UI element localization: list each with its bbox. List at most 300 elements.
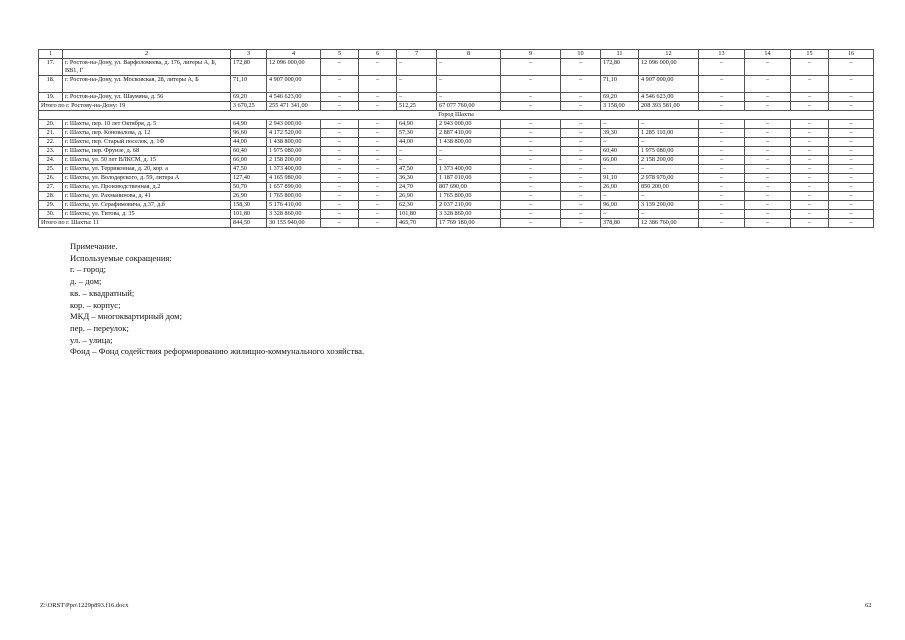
value-cell: 3 328 860,00 xyxy=(267,210,321,219)
value-cell: 96,00 xyxy=(601,201,639,210)
value-cell: – xyxy=(321,201,359,210)
value-cell: – xyxy=(829,129,874,138)
value-cell: – xyxy=(601,120,639,129)
total-value-cell: – xyxy=(791,219,829,228)
value-cell: – xyxy=(699,192,745,201)
value-cell: – xyxy=(359,174,397,183)
notes-block xyxy=(70,241,364,358)
value-cell: – xyxy=(745,129,791,138)
total-value-cell: 378,80 xyxy=(601,219,639,228)
value-cell: 1 438 800,00 xyxy=(437,138,501,147)
value-cell: – xyxy=(699,183,745,192)
value-cell: – xyxy=(561,156,601,165)
value-cell: 44,00 xyxy=(397,138,437,147)
row-number-cell: 27. xyxy=(39,183,63,192)
value-cell: – xyxy=(561,138,601,147)
row-number-cell: 17. xyxy=(39,59,63,76)
total-value-cell: – xyxy=(321,219,359,228)
value-cell: 47,50 xyxy=(231,165,267,174)
value-cell: 96,60 xyxy=(231,129,267,138)
table-row xyxy=(39,156,874,165)
value-cell: – xyxy=(829,120,874,129)
value-cell: – xyxy=(829,76,874,93)
column-number-header: 4 xyxy=(267,50,321,59)
value-cell: 1 373 400,00 xyxy=(437,165,501,174)
value-cell: – xyxy=(501,93,561,102)
value-cell: – xyxy=(699,76,745,93)
total-value-cell: – xyxy=(699,102,745,111)
table-row xyxy=(39,183,874,192)
table-row xyxy=(39,138,874,147)
value-cell: – xyxy=(397,76,437,93)
value-cell: – xyxy=(501,165,561,174)
table-row xyxy=(39,174,874,183)
value-cell: 2 943 000,00 xyxy=(267,120,321,129)
housing-table xyxy=(38,49,874,228)
value-cell: – xyxy=(561,93,601,102)
value-cell: 26,90 xyxy=(397,192,437,201)
column-number-header: 5 xyxy=(321,50,359,59)
value-cell: – xyxy=(829,192,874,201)
value-cell: 1 657 890,00 xyxy=(267,183,321,192)
value-cell: 1 373 400,00 xyxy=(267,165,321,174)
row-number-cell: 20. xyxy=(39,120,63,129)
total-label-cell: Итого по г. Шахты: 11 xyxy=(39,219,231,228)
value-cell: 4 165 980,00 xyxy=(267,174,321,183)
table-row xyxy=(39,210,874,219)
value-cell: 69,20 xyxy=(601,93,639,102)
value-cell: – xyxy=(791,192,829,201)
value-cell: – xyxy=(321,174,359,183)
row-number-cell: 23. xyxy=(39,147,63,156)
footer-file-path: Z:\ORST\Ppo\1229p893.f16.docx xyxy=(40,602,129,609)
value-cell: – xyxy=(745,183,791,192)
address-cell: г. Шахты, ул. Терриконная, д. 20, кор. а xyxy=(63,165,231,174)
value-cell: – xyxy=(561,201,601,210)
value-cell: 4 546 623,00 xyxy=(639,93,699,102)
value-cell: – xyxy=(321,156,359,165)
value-cell: – xyxy=(321,76,359,93)
value-cell: 807 690,00 xyxy=(437,183,501,192)
value-cell: – xyxy=(501,59,561,76)
value-cell: – xyxy=(359,183,397,192)
value-cell: – xyxy=(501,147,561,156)
value-cell: – xyxy=(359,156,397,165)
note-item: д. – дом; xyxy=(70,276,102,287)
value-cell: – xyxy=(561,120,601,129)
value-cell: – xyxy=(359,165,397,174)
value-cell: – xyxy=(321,59,359,76)
row-number-cell: 19. xyxy=(39,93,63,102)
value-cell: – xyxy=(745,174,791,183)
total-label-cell: Итого по г. Ростову-на-Дону: 19 xyxy=(39,102,231,111)
value-cell: 4 907 000,00 xyxy=(639,76,699,93)
row-number-cell: 30. xyxy=(39,210,63,219)
row-number-cell: 21. xyxy=(39,129,63,138)
value-cell: – xyxy=(745,93,791,102)
total-value-cell: – xyxy=(699,219,745,228)
value-cell: – xyxy=(359,129,397,138)
value-cell: 26,00 xyxy=(601,183,639,192)
value-cell: 4 907 000,00 xyxy=(267,76,321,93)
value-cell: – xyxy=(501,174,561,183)
value-cell: 71,10 xyxy=(601,76,639,93)
total-value-cell: – xyxy=(745,219,791,228)
address-cell: г. Шахты, ул. Рахманинова, д. 41 xyxy=(63,192,231,201)
value-cell: – xyxy=(829,210,874,219)
note-item: пер. – переулок; xyxy=(70,322,129,333)
total-value-cell: – xyxy=(501,102,561,111)
value-cell: – xyxy=(561,147,601,156)
value-cell: – xyxy=(829,183,874,192)
column-number-header: 7 xyxy=(397,50,437,59)
value-cell: – xyxy=(699,156,745,165)
value-cell: 44,00 xyxy=(231,138,267,147)
value-cell: – xyxy=(321,183,359,192)
value-cell: – xyxy=(639,138,699,147)
section-title-cell: Город Шахты xyxy=(39,111,874,120)
value-cell: – xyxy=(561,76,601,93)
value-cell: – xyxy=(601,138,639,147)
note-item: ул. – улица; xyxy=(70,334,113,345)
value-cell: – xyxy=(639,120,699,129)
value-cell: – xyxy=(699,93,745,102)
total-value-cell: 3 158,00 xyxy=(601,102,639,111)
total-value-cell: 67 077 760,00 xyxy=(437,102,501,111)
value-cell: – xyxy=(437,156,501,165)
value-cell: – xyxy=(699,174,745,183)
value-cell: – xyxy=(745,156,791,165)
value-cell: – xyxy=(561,210,601,219)
value-cell: 69,20 xyxy=(231,93,267,102)
column-number-header: 13 xyxy=(699,50,745,59)
value-cell: 158,30 xyxy=(231,201,267,210)
value-cell: – xyxy=(601,192,639,201)
value-cell: – xyxy=(321,147,359,156)
value-cell: – xyxy=(829,165,874,174)
table-row xyxy=(39,59,874,76)
total-value-cell: – xyxy=(359,219,397,228)
value-cell: 3 328 860,00 xyxy=(437,210,501,219)
value-cell: – xyxy=(437,59,501,76)
value-cell: 850 200,00 xyxy=(639,183,699,192)
value-cell: – xyxy=(359,120,397,129)
row-number-cell: 28. xyxy=(39,192,63,201)
column-number-header: 2 xyxy=(63,50,231,59)
table-row xyxy=(39,192,874,201)
value-cell: – xyxy=(829,59,874,76)
column-number-header: 14 xyxy=(745,50,791,59)
value-cell: 1 975 080,00 xyxy=(639,147,699,156)
value-cell: – xyxy=(745,59,791,76)
value-cell: – xyxy=(699,210,745,219)
value-cell: 26,90 xyxy=(231,192,267,201)
value-cell: 12 096 000,00 xyxy=(639,59,699,76)
value-cell: – xyxy=(359,201,397,210)
total-value-cell: – xyxy=(359,102,397,111)
value-cell: – xyxy=(699,59,745,76)
value-cell: – xyxy=(561,192,601,201)
section-row xyxy=(39,111,874,120)
value-cell: – xyxy=(745,138,791,147)
value-cell: – xyxy=(745,192,791,201)
total-value-cell: 255 471 341,00 xyxy=(267,102,321,111)
column-number-header: 16 xyxy=(829,50,874,59)
value-cell: 2 037 210,00 xyxy=(437,201,501,210)
value-cell: – xyxy=(601,210,639,219)
address-cell: г. Шахты, ул. Серафимовича, д.37, д.б xyxy=(63,201,231,210)
column-number-header: 6 xyxy=(359,50,397,59)
value-cell: – xyxy=(601,165,639,174)
value-cell: 1 438 800,00 xyxy=(267,138,321,147)
value-cell: – xyxy=(639,210,699,219)
value-cell: – xyxy=(745,147,791,156)
value-cell: 172,80 xyxy=(231,59,267,76)
value-cell: – xyxy=(699,120,745,129)
total-row xyxy=(39,219,874,228)
column-number-header: 10 xyxy=(561,50,601,59)
value-cell: – xyxy=(791,174,829,183)
column-number-header: 8 xyxy=(437,50,501,59)
address-cell: г. Ростов-на-Дону, ул. Московская, 28, литеры А, Б xyxy=(63,76,231,93)
value-cell: 2 158 200,00 xyxy=(267,156,321,165)
value-cell: – xyxy=(321,192,359,201)
value-cell: – xyxy=(639,192,699,201)
note-item: Фонд – Фонд содействия реформированию жилищно-коммунального хозяйства. xyxy=(70,346,365,357)
value-cell: 5 176 410,00 xyxy=(267,201,321,210)
value-cell: – xyxy=(359,76,397,93)
value-cell: – xyxy=(501,183,561,192)
value-cell: – xyxy=(745,210,791,219)
value-cell: – xyxy=(699,201,745,210)
column-number-header: 3 xyxy=(231,50,267,59)
value-cell: 1 765 800,00 xyxy=(267,192,321,201)
address-cell: г. Шахты, пер. Старый поселок, д. 1Ф xyxy=(63,138,231,147)
value-cell: 2 978 970,00 xyxy=(639,174,699,183)
value-cell: – xyxy=(791,93,829,102)
value-cell: – xyxy=(321,165,359,174)
value-cell: – xyxy=(829,93,874,102)
column-number-header: 15 xyxy=(791,50,829,59)
total-value-cell: – xyxy=(561,219,601,228)
value-cell: – xyxy=(501,129,561,138)
total-value-cell: – xyxy=(561,102,601,111)
value-cell: 64,90 xyxy=(397,120,437,129)
value-cell: – xyxy=(321,93,359,102)
value-cell: – xyxy=(561,129,601,138)
total-value-cell: – xyxy=(501,219,561,228)
address-cell: г. Шахты, пер. Коновалова, д. 12 xyxy=(63,129,231,138)
table-row xyxy=(39,120,874,129)
total-value-cell: – xyxy=(321,102,359,111)
value-cell: – xyxy=(791,165,829,174)
column-number-header: 9 xyxy=(501,50,561,59)
table-row xyxy=(39,129,874,138)
value-cell: 91,10 xyxy=(601,174,639,183)
column-number-header: 11 xyxy=(601,50,639,59)
value-cell: – xyxy=(791,183,829,192)
total-value-cell: 17 769 180,00 xyxy=(437,219,501,228)
row-number-cell: 22. xyxy=(39,138,63,147)
value-cell: – xyxy=(501,192,561,201)
value-cell: – xyxy=(501,120,561,129)
value-cell: – xyxy=(791,120,829,129)
value-cell: – xyxy=(745,201,791,210)
address-cell: г. Шахты, ул. Производственная, д.2 xyxy=(63,183,231,192)
value-cell: – xyxy=(437,147,501,156)
value-cell: 1 765 800,00 xyxy=(437,192,501,201)
column-number-header: 12 xyxy=(639,50,699,59)
value-cell: – xyxy=(829,156,874,165)
total-value-cell: 3 670,25 xyxy=(231,102,267,111)
value-cell: 24,70 xyxy=(397,183,437,192)
value-cell: – xyxy=(501,76,561,93)
total-value-cell: 30 155 940,00 xyxy=(267,219,321,228)
value-cell: – xyxy=(639,165,699,174)
value-cell: – xyxy=(437,76,501,93)
row-number-cell: 24. xyxy=(39,156,63,165)
row-number-cell: 18. xyxy=(39,76,63,93)
value-cell: – xyxy=(561,165,601,174)
total-row xyxy=(39,102,874,111)
value-cell: – xyxy=(501,156,561,165)
value-cell: – xyxy=(561,174,601,183)
value-cell: 101,80 xyxy=(231,210,267,219)
value-cell: 64,90 xyxy=(231,120,267,129)
address-cell: г. Шахты, ул. Титова, д. 35 xyxy=(63,210,231,219)
total-value-cell: – xyxy=(791,102,829,111)
value-cell: 1 285 110,00 xyxy=(639,129,699,138)
table-row xyxy=(39,165,874,174)
value-cell: 57,30 xyxy=(397,129,437,138)
value-cell: 101,80 xyxy=(397,210,437,219)
value-cell: 2 887 410,00 xyxy=(437,129,501,138)
table-row xyxy=(39,201,874,210)
value-cell: – xyxy=(359,147,397,156)
value-cell: – xyxy=(829,147,874,156)
value-cell: – xyxy=(359,93,397,102)
value-cell: – xyxy=(397,147,437,156)
value-cell: 66,00 xyxy=(601,156,639,165)
value-cell: – xyxy=(397,93,437,102)
value-cell: – xyxy=(699,129,745,138)
value-cell: – xyxy=(561,183,601,192)
value-cell: 2 943 000,00 xyxy=(437,120,501,129)
total-value-cell: 512,25 xyxy=(397,102,437,111)
value-cell: – xyxy=(359,138,397,147)
document-sheet xyxy=(38,49,873,228)
address-cell: г. Шахты, пер. Фрунзе, д. 68 xyxy=(63,147,231,156)
table-row xyxy=(39,93,874,102)
value-cell: 2 158 200,00 xyxy=(639,156,699,165)
value-cell: – xyxy=(791,76,829,93)
value-cell: – xyxy=(791,210,829,219)
total-value-cell: 208 393 581,00 xyxy=(639,102,699,111)
column-number-header: 1 xyxy=(39,50,63,59)
value-cell: – xyxy=(745,165,791,174)
value-cell: – xyxy=(745,76,791,93)
note-item: кв. – квадратный; xyxy=(70,287,135,298)
address-cell: г. Шахты, пер. 10 лет Октября, д. 5 xyxy=(63,120,231,129)
note-item: кор. – корпус; xyxy=(70,299,121,310)
row-number-cell: 29. xyxy=(39,201,63,210)
value-cell: 39,30 xyxy=(601,129,639,138)
total-value-cell: 12 386 760,00 xyxy=(639,219,699,228)
value-cell: – xyxy=(791,201,829,210)
value-cell: – xyxy=(791,138,829,147)
value-cell: – xyxy=(561,59,601,76)
note-item: г. – город; xyxy=(70,264,107,275)
value-cell: – xyxy=(699,138,745,147)
value-cell: – xyxy=(397,156,437,165)
total-value-cell: 844,50 xyxy=(231,219,267,228)
value-cell: – xyxy=(829,138,874,147)
value-cell: – xyxy=(501,201,561,210)
value-cell: 50,70 xyxy=(231,183,267,192)
page-number: 62 xyxy=(865,602,872,609)
value-cell: – xyxy=(437,93,501,102)
address-cell: г. Шахты, ул. 50 лет ВЛКСМ, д. 15 xyxy=(63,156,231,165)
row-number-cell: 25. xyxy=(39,165,63,174)
value-cell: – xyxy=(321,138,359,147)
value-cell: – xyxy=(359,192,397,201)
total-value-cell: – xyxy=(829,102,874,111)
value-cell: 36,30 xyxy=(397,174,437,183)
value-cell: – xyxy=(397,59,437,76)
value-cell: – xyxy=(321,210,359,219)
value-cell: 71,10 xyxy=(231,76,267,93)
value-cell: – xyxy=(359,210,397,219)
value-cell: 60,40 xyxy=(601,147,639,156)
value-cell: 3 139 200,00 xyxy=(639,201,699,210)
value-cell: 47,50 xyxy=(397,165,437,174)
value-cell: 66,00 xyxy=(231,156,267,165)
value-cell: 12 096 000,00 xyxy=(267,59,321,76)
address-cell: г. Ростов-на-Дону, ул. Шаумяна, д. 56 xyxy=(63,93,231,102)
value-cell: – xyxy=(791,59,829,76)
value-cell: 1 187 010,00 xyxy=(437,174,501,183)
value-cell: – xyxy=(791,156,829,165)
row-number-cell: 26. xyxy=(39,174,63,183)
value-cell: – xyxy=(829,201,874,210)
value-cell: – xyxy=(359,59,397,76)
header-row xyxy=(39,50,874,59)
value-cell: – xyxy=(501,138,561,147)
value-cell: 62,30 xyxy=(397,201,437,210)
value-cell: – xyxy=(699,147,745,156)
value-cell: – xyxy=(791,147,829,156)
address-cell: г. Ростов-на-Дону, ул. Варфоломеева, д. 176, литеры А, Б, ВВ1, Г xyxy=(63,59,231,76)
notes-subtitle: Используемые сокращения: xyxy=(70,252,172,263)
value-cell: – xyxy=(829,174,874,183)
table-row xyxy=(39,76,874,93)
value-cell: – xyxy=(321,120,359,129)
value-cell: – xyxy=(501,210,561,219)
value-cell: 1 975 080,00 xyxy=(267,147,321,156)
total-value-cell: – xyxy=(829,219,874,228)
value-cell: 127,40 xyxy=(231,174,267,183)
total-value-cell: 465,70 xyxy=(397,219,437,228)
value-cell: – xyxy=(745,120,791,129)
value-cell: – xyxy=(699,165,745,174)
table-row xyxy=(39,147,874,156)
address-cell: г. Шахты, ул. Володарского, д. 59, литера А xyxy=(63,174,231,183)
value-cell: 172,80 xyxy=(601,59,639,76)
total-value-cell: – xyxy=(745,102,791,111)
note-item: МКД – многоквартирный дом; xyxy=(70,311,182,322)
value-cell: 4 172 520,00 xyxy=(267,129,321,138)
notes-title: Примечание. xyxy=(70,241,118,251)
